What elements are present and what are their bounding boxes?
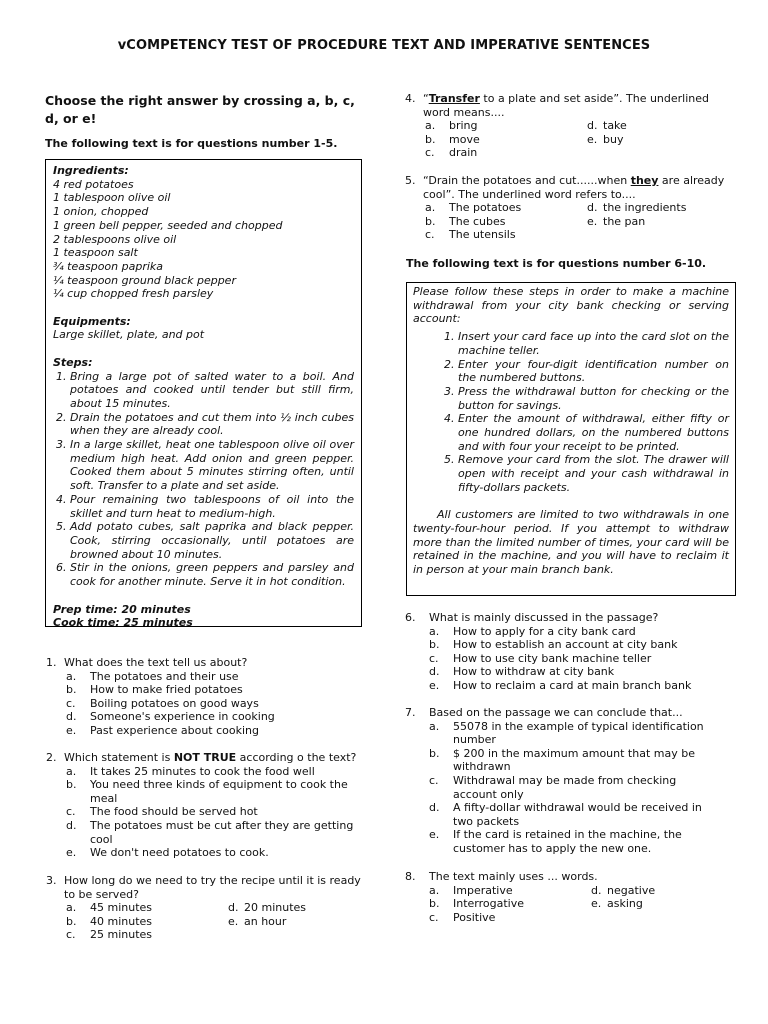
option-text: $ 200 in the maximum amount that may be withdrawn xyxy=(453,746,695,774)
option-letter: a. xyxy=(66,901,77,915)
answer-option[interactable] xyxy=(66,928,228,942)
answer-option[interactable] xyxy=(66,670,366,684)
answer-option[interactable] xyxy=(66,765,366,779)
withdrawal-step: 5. Remove your card from the slot. The drawer will open with receipt and your cash withdrawal in fifty-dollars packets. xyxy=(458,453,729,494)
question-1 xyxy=(46,656,366,738)
option-text: negative xyxy=(607,883,656,897)
answer-option[interactable] xyxy=(429,828,714,855)
option-letter: d. xyxy=(429,801,440,815)
option-letter: a. xyxy=(425,119,436,133)
page-title: vCOMPETENCY TEST OF PROCEDURE TEXT AND IMPERATIVE SENTENCES xyxy=(117,38,651,53)
answer-option[interactable] xyxy=(429,625,735,639)
option-text: If the card is retained in the machine, the customer has to apply the new one. xyxy=(453,828,682,855)
option-letter: e. xyxy=(228,914,239,928)
option-letter: c. xyxy=(429,773,439,787)
option-letter: e. xyxy=(591,897,602,911)
option-letter: b. xyxy=(425,214,436,228)
stem-text: to a plate and set aside”. The underlined word means.... xyxy=(423,92,710,119)
answer-option[interactable] xyxy=(429,665,735,679)
answer-option[interactable] xyxy=(228,901,368,915)
option-letter: b. xyxy=(66,683,77,697)
withdrawal-steps xyxy=(413,330,729,494)
stem-text: “Drain the potatoes and cut......when xyxy=(423,174,631,187)
answer-option[interactable] xyxy=(425,201,587,215)
answer-option[interactable] xyxy=(429,911,591,925)
recipe-step: 1. Bring a large pot of salted water to a boil. And potatoes and cooked until tender but still firm, about 15 minutes. xyxy=(70,370,354,411)
option-text: How to withdraw at city bank xyxy=(453,665,615,679)
withdrawal-step: 1. Insert your card face up into the card slot on the machine teller. xyxy=(458,330,729,357)
answer-option[interactable] xyxy=(591,897,731,911)
option-letter: b. xyxy=(425,132,436,146)
question-2 xyxy=(46,751,366,860)
option-letter: e. xyxy=(587,132,598,146)
option-text: A fifty-dollar withdrawal would be received in two packets xyxy=(453,801,702,828)
option-text: drain xyxy=(449,146,478,160)
option-letter: a. xyxy=(425,201,436,215)
answer-option[interactable] xyxy=(429,801,714,828)
answer-option[interactable] xyxy=(66,697,366,711)
option-text: You need three kinds of equipment to cook the meal xyxy=(90,778,348,805)
question-stem: Based on the passage we can conclude that... xyxy=(429,706,683,719)
stem-text: Which statement is xyxy=(64,751,174,764)
withdrawal-intro: Please follow these steps in order to make a machine withdrawal from your city bank checking or serving account: xyxy=(413,285,729,326)
option-text: How to apply for a city bank card xyxy=(453,624,636,638)
answer-option[interactable] xyxy=(587,201,727,215)
answer-option[interactable] xyxy=(429,897,591,911)
option-letter: c. xyxy=(429,910,439,924)
option-text: Boiling potatoes on good ways xyxy=(90,696,259,710)
option-text: How to make fried potatoes xyxy=(90,683,243,697)
option-letter: c. xyxy=(429,651,439,665)
question-stem xyxy=(423,92,735,119)
question-stem: How long do we need to try the recipe until it is ready to be served? xyxy=(64,874,361,901)
equipments-text: Large skillet, plate, and pot xyxy=(53,328,205,342)
question-6 xyxy=(405,611,735,693)
answer-option[interactable] xyxy=(429,652,735,666)
option-letter: e. xyxy=(66,846,77,860)
option-text: Imperative xyxy=(453,883,513,897)
option-text: The potatoes must be cut after they are getting cool xyxy=(90,818,354,846)
cook-time: Cook time: 25 minutes xyxy=(53,616,193,630)
answer-option[interactable] xyxy=(66,683,366,697)
option-text: asking xyxy=(607,897,643,911)
question-number: 1. xyxy=(46,656,57,669)
ingredients-label: Ingredients: xyxy=(53,164,129,177)
option-letter: d. xyxy=(66,710,77,724)
option-text: The potatoes xyxy=(449,201,522,215)
option-text: The cubes xyxy=(449,214,506,228)
ingredient-item: ¼ teaspoon ground black pepper xyxy=(53,273,236,287)
option-letter: c. xyxy=(66,928,76,942)
option-letter: e. xyxy=(587,214,598,228)
equipments-label: Equipments: xyxy=(53,314,131,328)
option-text: It takes 25 minutes to cook the food well xyxy=(90,764,315,778)
answer-option[interactable] xyxy=(66,805,366,819)
withdrawal-step: 3. Press the withdrawal button for checking or the button for savings. xyxy=(458,385,729,412)
ingredient-item: 1 teaspoon salt xyxy=(53,246,138,260)
answer-option[interactable] xyxy=(587,215,727,229)
withdrawal-closing: All customers are limited to two withdrawals in one twenty-four-hour period. If you attempt to withdraw more than the limited number of times, your card will be retained in the machine, and you will have to reclaim it in person at your main branch bank. xyxy=(413,508,729,577)
answer-option[interactable] xyxy=(429,774,714,801)
underlined-word: they xyxy=(630,174,659,187)
option-text: take xyxy=(603,119,627,133)
option-letter: d. xyxy=(228,901,239,915)
question-number: 7. xyxy=(405,706,416,719)
question-number: 4. xyxy=(405,92,416,105)
option-text: How to use city bank machine teller xyxy=(453,651,652,665)
answer-option[interactable] xyxy=(587,133,727,147)
ingredient-item: 1 onion, chopped xyxy=(53,205,149,219)
option-text: bring xyxy=(449,119,478,133)
stem-text: are already cool”. The underlined word refers to.... xyxy=(423,174,725,201)
recipe-step: 4. Pour remaining two tablespoons of oil into the skillet and turn heat to medium-high. xyxy=(70,493,354,520)
option-letter: d. xyxy=(66,818,77,832)
answer-option[interactable] xyxy=(66,915,228,929)
option-text: The utensils xyxy=(449,228,516,242)
option-letter: a. xyxy=(429,883,440,897)
prep-time: Prep time: 20 minutes xyxy=(53,602,191,616)
question-stem: What is mainly discussed in the passage? xyxy=(429,611,659,624)
option-text: Someone's experience in cooking xyxy=(90,710,275,724)
ingredient-item: 1 green bell pepper, seeded and chopped xyxy=(53,218,283,232)
underlined-word: Transfer xyxy=(428,92,480,105)
withdrawal-step: 2. Enter your four-digit identification number on the numbered buttons. xyxy=(458,358,729,385)
withdrawal-step: 4. Enter the amount of withdrawal, either fifty or one hundred dollars, on the numbered buttons and with four your receipt to be printed. xyxy=(458,412,729,453)
answer-option[interactable] xyxy=(66,724,366,738)
ingredient-item: ¾ teaspoon paprika xyxy=(53,259,164,273)
withdrawal-text-box xyxy=(406,282,736,596)
answer-option[interactable] xyxy=(429,884,591,898)
answer-option[interactable] xyxy=(66,901,228,915)
stem-emphasis: NOT TRUE xyxy=(173,751,237,764)
question-4 xyxy=(405,92,735,160)
option-letter: d. xyxy=(429,665,440,679)
option-text: How to establish an account at city bank xyxy=(453,638,678,652)
option-letter: a. xyxy=(66,669,77,683)
option-letter: e. xyxy=(429,828,440,842)
note-questions-1-5: The following text is for questions number 1-5. xyxy=(45,137,338,150)
option-text: move xyxy=(449,132,480,146)
recipe-step: 5. Add potato cubes, salt paprika and black pepper. Cook, stirring occasionally, until potatoes are browned about 10 minutes. xyxy=(70,520,354,561)
recipe-steps xyxy=(53,370,354,589)
answer-option[interactable] xyxy=(429,747,714,774)
question-8 xyxy=(405,870,735,924)
question-number: 5. xyxy=(405,174,416,187)
answer-option[interactable] xyxy=(425,119,587,133)
option-text: an hour xyxy=(244,914,287,928)
option-letter: a. xyxy=(66,764,77,778)
option-text: Positive xyxy=(453,910,496,924)
option-text: 55078 in the example of typical identification number xyxy=(453,719,704,747)
recipe-step: 3. In a large skillet, heat one tablespoon olive oil over medium high heat. Add onion and green pepper. Cooked them about 5 minutes stirring often, until soft. Transfer to a plate and set aside. xyxy=(70,438,354,493)
ingredient-item: ¼ cup chopped fresh parsley xyxy=(53,287,214,301)
option-text: We don't need potatoes to cook. xyxy=(90,846,269,860)
recipe-box xyxy=(45,159,362,630)
option-letter: c. xyxy=(66,696,76,710)
recipe-step: 6. Stir in the onions, green peppers and parsley and cook for another minute. Serve it in hot condition. xyxy=(70,561,354,588)
recipe-step: 2. Drain the potatoes and cut them into ½ inch cubes when they are already cool. xyxy=(70,411,354,438)
option-letter: e. xyxy=(66,723,77,737)
answer-option[interactable] xyxy=(425,146,587,160)
ingredient-item: 4 red potatoes xyxy=(53,177,134,191)
stem-text: “ xyxy=(423,92,429,105)
question-stem: The text mainly uses ... words. xyxy=(429,870,598,883)
stem-text: according o the text? xyxy=(236,751,357,764)
answer-option[interactable] xyxy=(591,884,731,898)
answer-option[interactable] xyxy=(429,679,735,693)
option-text: 20 minutes xyxy=(244,901,307,915)
option-letter: c. xyxy=(425,146,435,160)
question-stem xyxy=(423,174,735,201)
option-letter: d. xyxy=(587,119,598,133)
answer-option[interactable] xyxy=(425,228,587,242)
option-letter: b. xyxy=(66,914,77,928)
option-text: buy xyxy=(603,132,624,146)
instruction: Choose the right answer by crossing a, b, c, d, or e! xyxy=(45,93,355,126)
option-letter: c. xyxy=(66,805,76,819)
option-letter: b. xyxy=(429,638,440,652)
option-letter: a. xyxy=(429,624,440,638)
answer-option[interactable] xyxy=(66,778,366,805)
question-stem: What does the text tell us about? xyxy=(64,656,248,669)
answer-option[interactable] xyxy=(429,638,735,652)
question-number: 8. xyxy=(405,870,416,883)
answer-option[interactable] xyxy=(425,215,587,229)
answer-option[interactable] xyxy=(66,819,366,846)
question-7 xyxy=(405,706,735,856)
question-number: 2. xyxy=(46,751,57,764)
option-text: the pan xyxy=(603,214,646,228)
option-text: 45 minutes xyxy=(90,901,153,915)
option-letter: b. xyxy=(429,897,440,911)
option-text: 25 minutes xyxy=(90,928,153,942)
answer-option[interactable] xyxy=(587,119,727,133)
question-number: 3. xyxy=(46,874,57,887)
option-text: The potatoes and their use xyxy=(90,669,239,683)
answer-option[interactable] xyxy=(429,720,714,747)
option-text: the ingredients xyxy=(603,201,687,215)
answer-option[interactable] xyxy=(66,710,366,724)
option-text: The food should be served hot xyxy=(90,805,258,819)
question-stem xyxy=(64,751,356,765)
answer-option[interactable] xyxy=(425,133,587,147)
question-3 xyxy=(46,874,366,942)
steps-label: Steps: xyxy=(53,355,93,369)
note-questions-6-10: The following text is for questions number 6-10. xyxy=(406,257,707,270)
option-text: Withdrawal may be made from checking account only xyxy=(453,773,677,801)
option-text: 40 minutes xyxy=(90,914,153,928)
ingredient-item: 2 tablespoons olive oil xyxy=(53,232,177,246)
answer-option[interactable] xyxy=(66,846,366,860)
option-letter: d. xyxy=(591,883,602,897)
option-text: Past experience about cooking xyxy=(90,723,260,737)
option-text: Interrogative xyxy=(453,897,525,911)
option-letter: d. xyxy=(587,201,598,215)
option-text: How to reclaim a card at main branch bank xyxy=(453,678,692,692)
ingredient-item: 1 tablespoon olive oil xyxy=(53,191,171,205)
question-5 xyxy=(405,174,735,242)
option-letter: b. xyxy=(429,746,440,760)
answer-option[interactable] xyxy=(228,915,368,929)
option-letter: a. xyxy=(429,719,440,733)
question-number: 6. xyxy=(405,611,416,624)
option-letter: e. xyxy=(429,678,440,692)
option-letter: c. xyxy=(425,228,435,242)
option-letter: b. xyxy=(66,778,77,792)
